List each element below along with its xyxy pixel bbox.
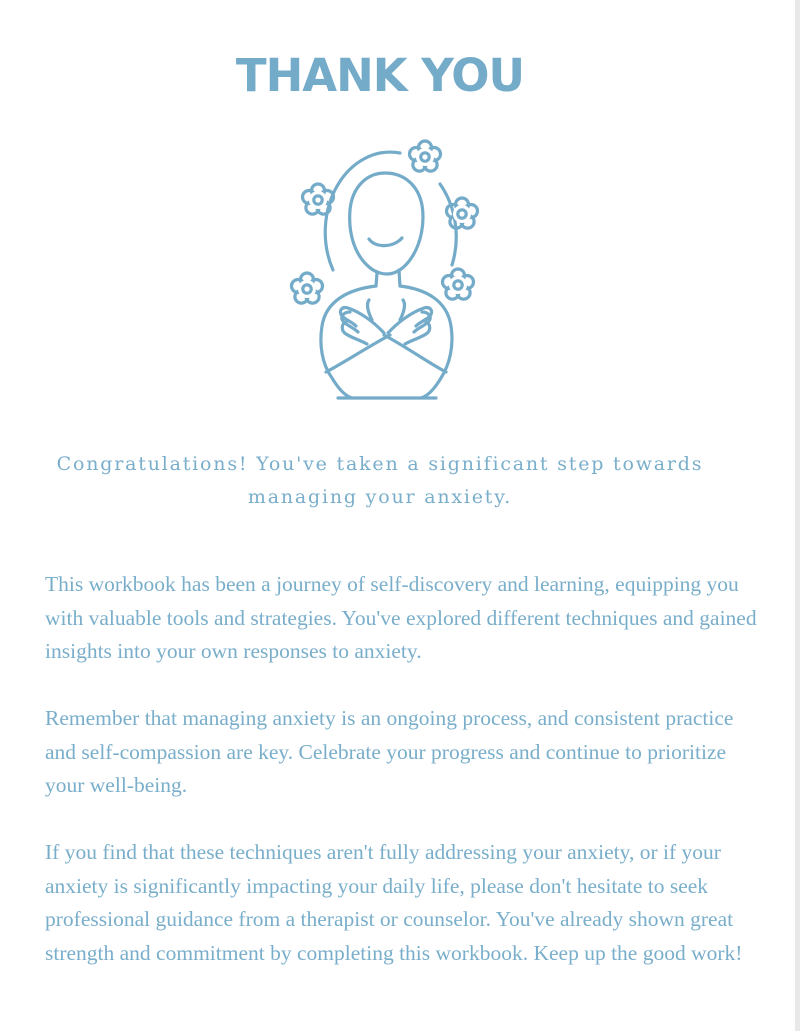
paragraph-journey: This workbook has been a journey of self-discovery and learning, equipping you with valuable tools and strategies. You've explored different techniques and gained insights into your own responses to anxiety. — [45, 572, 757, 663]
page-title: THANK YOU — [235, 49, 525, 102]
congratulations-subtitle: Congratulations! You've taken a significant step towards managing your anxiety. — [56, 453, 704, 508]
paragraph-ongoing-process: Remember that managing anxiety is an ongoing process, and consistent practice and self-compassion are key. Celebrate your progress and continue to prioritize your well-being. — [45, 706, 734, 797]
self-hug-with-flowers-icon — [283, 138, 488, 402]
paragraph-professional-guidance: If you find that these techniques aren't fully addressing your anxiety, or if your anxiety is significantly impacting your daily life, please don't hesitate to seek professional guidance from a therapist or counselor. You've already shown great strength and commitment by completing this workbook. Keep up the good work! — [45, 840, 743, 965]
self-hug-illustration — [283, 138, 488, 402]
page-edge-divider — [795, 0, 800, 1031]
